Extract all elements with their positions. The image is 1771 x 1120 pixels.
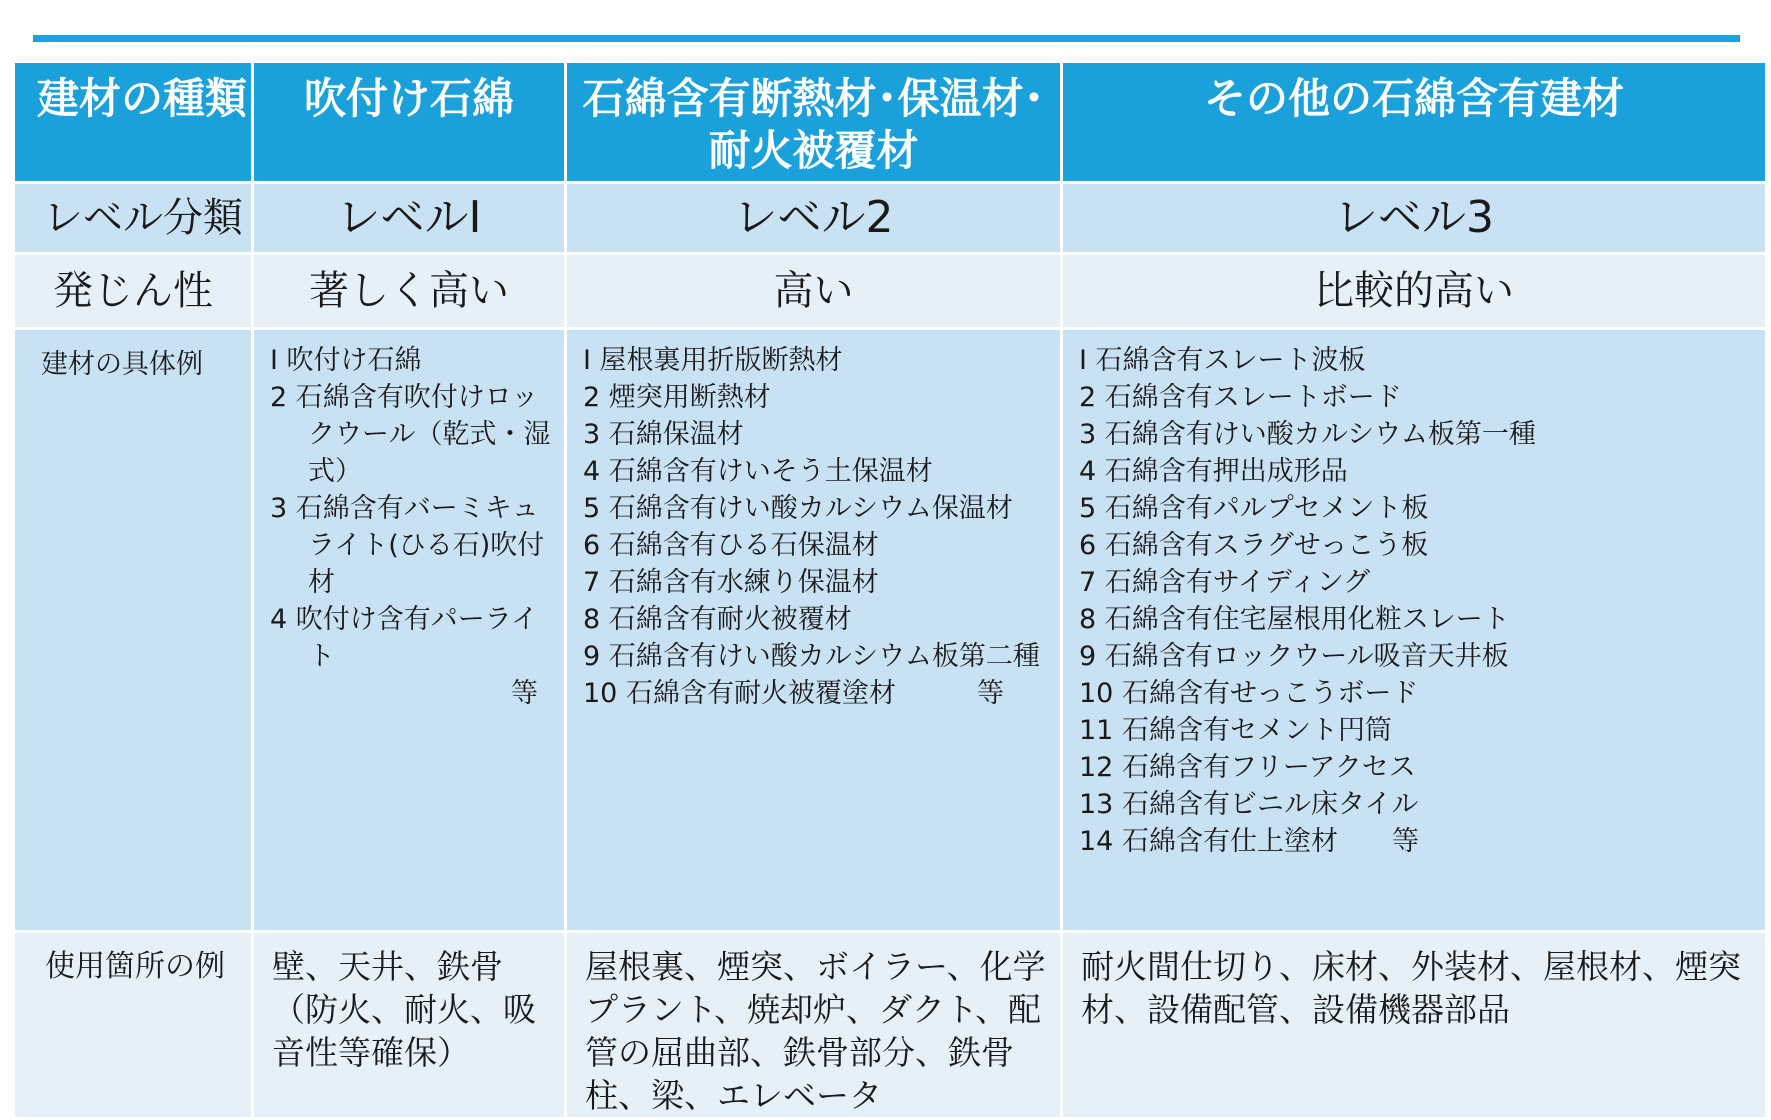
list-item: 4 石綿含有けいそう土保温材 xyxy=(583,456,933,487)
list-item: 4 吹付け含有パーライト xyxy=(270,604,538,672)
usage-col3: 耐火間仕切り、床材、外装材、屋根材、煙突材、設備配管、設備機器部品 xyxy=(1081,947,1741,1029)
list-item: 2 石綿含有スレートボード xyxy=(1079,382,1402,413)
level-label: レベル分類 xyxy=(43,195,243,241)
examples-col1-list xyxy=(254,330,564,675)
list-item: Ⅰ 吹付け石綿 xyxy=(270,345,422,376)
dust-col3: 比較的高い xyxy=(1314,268,1514,314)
dust-col2: 高い xyxy=(773,268,854,314)
list-item: 13 石綿含有ビニル床タイル xyxy=(1079,789,1419,820)
list-item: 5 石綿含有パルプセメント板 xyxy=(1079,493,1429,524)
list-item: 9 石綿含有けい酸カルシウム板第二種 xyxy=(583,641,1040,672)
level-col1: レベルⅠ xyxy=(336,192,482,243)
list-item: 3 石綿含有バーミキュライト(ひる石)吹付材 xyxy=(270,493,545,598)
list-item: Ⅰ 屋根裏用折版断熱材 xyxy=(583,345,843,376)
top-divider-line xyxy=(33,35,1740,42)
level-col2: レベル2 xyxy=(733,192,894,243)
dust-label: 発じん性 xyxy=(53,268,213,314)
level-row xyxy=(15,184,1765,252)
list-item: 4 石綿含有押出成形品 xyxy=(1079,456,1348,487)
header-col2: 石綿含有断熱材･保温材･耐火被覆材 xyxy=(582,74,1045,175)
list-item: 12 石綿含有フリーアクセス xyxy=(1079,752,1416,783)
list-item: 2 石綿含有吹付けロックウール（乾式・湿式） xyxy=(270,382,551,487)
list-item: Ⅰ 石綿含有スレート波板 xyxy=(1079,345,1366,376)
examples-label: 建材の具体例 xyxy=(41,349,203,380)
list-item: 11 石綿含有セメント円筒 xyxy=(1079,715,1392,746)
usage-row xyxy=(15,933,1765,1117)
header-row xyxy=(15,63,1765,181)
list-item: 6 石綿含有スラグせっこう板 xyxy=(1079,530,1429,561)
examples-col3-list xyxy=(1063,330,1765,860)
examples-col1-trailer: 等 xyxy=(511,678,538,709)
list-item: 2 煙突用断熱材 xyxy=(583,382,771,413)
header-type-label: 建材の種類 xyxy=(37,74,248,123)
examples-row xyxy=(15,330,1765,930)
list-item: 8 石綿含有住宅屋根用化粧スレート xyxy=(1079,604,1510,635)
dust-col1: 著しく高い xyxy=(309,268,509,314)
list-item: 14 石綿含有仕上塗材 等 xyxy=(1079,826,1419,857)
level-col3: レベル3 xyxy=(1334,192,1494,243)
asbestos-material-table xyxy=(12,60,1768,1120)
usage-label: 使用箇所の例 xyxy=(45,949,225,984)
list-item: 10 石綿含有せっこうボード xyxy=(1079,678,1419,709)
list-item: 6 石綿含有ひる石保温材 xyxy=(583,530,879,561)
examples-col2-list xyxy=(567,330,1060,712)
list-item: 8 石綿含有耐火被覆材 xyxy=(583,604,852,635)
list-item: 5 石綿含有けい酸カルシウム保温材 xyxy=(583,493,1013,524)
list-item: 7 石綿含有水練り保温材 xyxy=(583,567,879,598)
header-col1: 吹付け石綿 xyxy=(303,74,514,123)
list-item: 3 石綿保温材 xyxy=(583,419,744,450)
dust-row xyxy=(15,255,1765,327)
header-col3: その他の石綿含有建材 xyxy=(1203,74,1624,123)
list-item: 9 石綿含有ロックウール吸音天井板 xyxy=(1079,641,1509,672)
list-item: 7 石綿含有サイディング xyxy=(1079,567,1371,598)
usage-col1: 壁、天井、鉄骨 （防火、耐火、吸音性等確保） xyxy=(272,947,536,1072)
usage-col2: 屋根裏、煙突、ボイラー、化学プラント、焼却炉、ダクト、配管の屈曲部、鉄骨部分、鉄骨柱、梁、エレベータ xyxy=(585,947,1046,1115)
list-item: 3 石綿含有けい酸カルシウム板第一種 xyxy=(1079,419,1536,450)
list-item: 10 石綿含有耐火被覆塗材 等 xyxy=(583,678,1004,709)
